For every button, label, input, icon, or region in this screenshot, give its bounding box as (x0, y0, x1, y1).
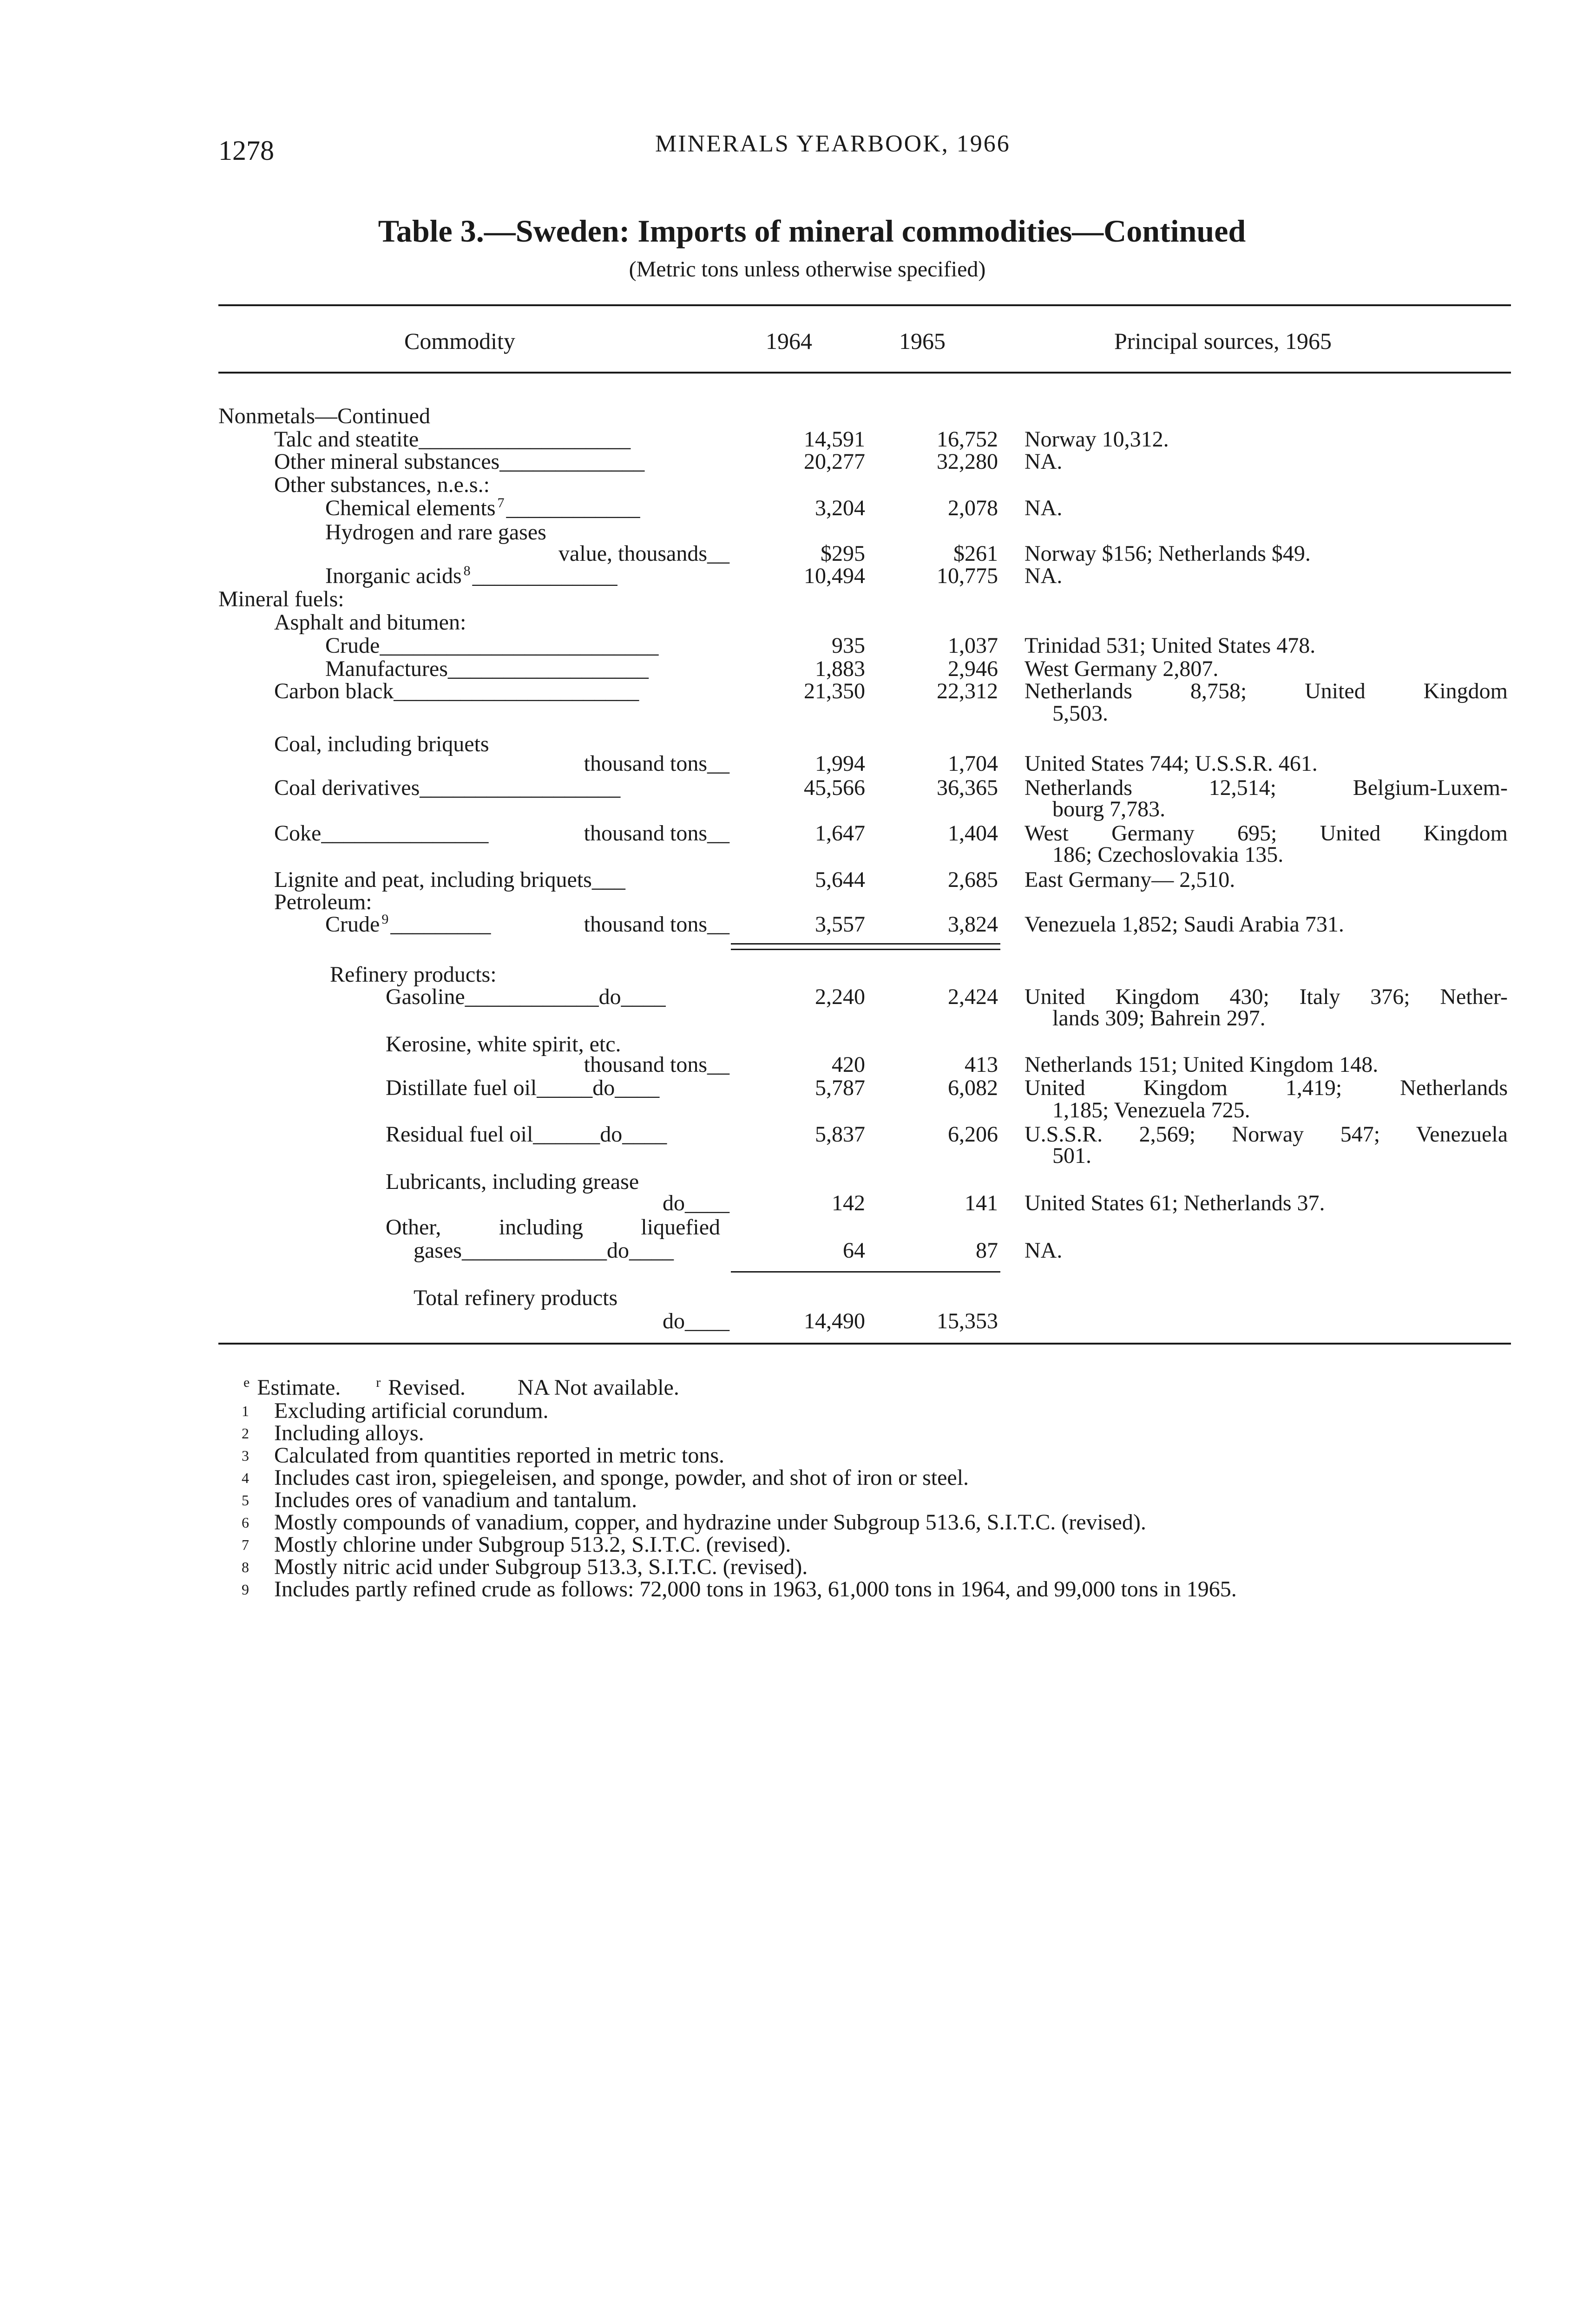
page-number: 1278 (218, 135, 274, 166)
table-row: Talc and steatite___________________ 14,591 16,752 Norway 10,312. (274, 427, 1169, 452)
table-row: Kerosine, white spirit, etc. (386, 1032, 621, 1057)
subtotal-rule (731, 1271, 1000, 1273)
table-row: Coke_______________ thousand tons__ 1,647 1,404 West Germany 695; United Kingdom (274, 821, 1508, 846)
table-row: Other substances, n.e.s.: (274, 472, 490, 497)
table-row: Residual fuel oil______do____ 5,837 6,206 U.S.S.R. 2,569; Norway 547; Venezuela (386, 1122, 1508, 1147)
table-row: Crude $^9$_________ thousand tons__ 3,557 3,824 Venezuela 1,852; Saudi Arabia 731. (325, 912, 1344, 937)
table-row: Nonmetals—Continued (218, 404, 430, 428)
footnote: 5 Includes ores of vanadium and tantalum. (242, 1488, 637, 1512)
table-row-cont: 501. (1052, 1143, 1091, 1168)
footnote-r: $^r$ Revised. (376, 1375, 466, 1400)
table-row: Manufactures__________________ 1,883 2,946 West Germany 2,807. (325, 656, 1219, 681)
table-row: Chemical elements $^7$____________ 3,204 2,078 NA. (325, 495, 1063, 520)
header-sources: Principal sources, 1965 (1114, 328, 1332, 354)
double-rule-top (731, 943, 1000, 945)
table-row: Gasoline____________do____ 2,240 2,424 United Kingdom 430; Italy 376; Nether- (386, 984, 1508, 1009)
table-row-cont: bourg 7,783. (1052, 797, 1166, 821)
footnote: 9 Includes partly refined crude as follows: 72,000 tons in 1963, 61,000 tons in 1964, and 99,000 tons in 1965. (242, 1577, 1237, 1601)
table-row: Refinery products: (330, 962, 497, 987)
table-row: value, thousands__ $295 $261 Norway $156; Netherlands $49. (558, 541, 1311, 566)
footnote: 7 Mostly chlorine under Subgroup 513.2, S.I.T.C. (revised). (242, 1532, 791, 1557)
table-row: thousand tons__ 1,994 1,704 United States 744; U.S.S.R. 461. (584, 751, 1318, 776)
table-bottom-rule (218, 1343, 1511, 1345)
table-row: Asphalt and bitumen: (274, 610, 466, 635)
double-rule-bottom (731, 949, 1000, 950)
table-row-cont: 186; Czechoslovakia 135. (1052, 842, 1284, 867)
table-row-cont: 5,503. (1052, 701, 1108, 726)
table-row: do____ 142 141 United States 61; Netherlands 37. (663, 1191, 1325, 1215)
table-title-number: Table 3. (378, 213, 484, 249)
footnote: 8 Mostly nitric acid under Subgroup 513.3, S.I.T.C. (revised). (242, 1555, 808, 1579)
header-1965: 1965 (899, 328, 946, 354)
table-row-cont: 1,185; Venezuela 725. (1052, 1098, 1250, 1122)
footnote-na: NA Not available. (517, 1375, 679, 1400)
footnote-e: $^e$ Estimate. (243, 1375, 341, 1400)
table-row: gases_____________do____ 64 87 NA. (414, 1238, 1063, 1263)
table-row: Total refinery products (414, 1286, 618, 1310)
footnote: 4 Includes cast iron, spiegeleisen, and sponge, powder, and shot of iron or steel. (242, 1465, 969, 1490)
table-top-rule (218, 304, 1511, 306)
header-1964: 1964 (766, 328, 812, 354)
table-row: do____ 14,490 15,353 (663, 1309, 998, 1333)
footnote: 2 Including alloys. (242, 1421, 424, 1445)
table-row: Other, including liquefied (386, 1215, 720, 1240)
table-row: Inorganic acids $^8$_____________ 10,494 10,775 NA. (325, 563, 1063, 588)
running-head: MINERALS YEARBOOK, 1966 (655, 131, 1011, 157)
header-commodity: Commodity (404, 328, 515, 354)
table-row: thousand tons__ 420 413 Netherlands 151; United Kingdom 148. (584, 1052, 1379, 1077)
table-row-cont: lands 309; Bahrein 297. (1052, 1006, 1266, 1030)
table-row: Other mineral substances_____________ 20,277 32,280 NA. (274, 449, 1063, 474)
table-row: Crude_________________________ 935 1,037 Trinidad 531; United States 478. (325, 633, 1316, 658)
footnote-legend (242, 1376, 679, 1399)
table-row: Hydrogen and rare gases (325, 520, 546, 545)
table-row: Carbon black______________________ 21,350 22,312 Netherlands 8,758; United Kingdom (274, 679, 1508, 703)
table-row: Distillate fuel oil_____do____ 5,787 6,082 United Kingdom 1,419; Netherlands (386, 1076, 1508, 1100)
table-subtitle: (Metric tons unless otherwise specified) (629, 257, 986, 282)
table-row: Coal derivatives__________________ 45,566 36,365 Netherlands 12,514; Belgium-Luxem- (274, 775, 1508, 800)
table-title-text: —Sweden: Imports of mineral commodities—Continued (484, 213, 1246, 249)
header-bottom-rule (218, 372, 1511, 374)
table-title (0, 213, 1596, 249)
footnote: 3 Calculated from quantities reported in metric tons. (242, 1443, 725, 1468)
table-row: Lubricants, including grease (386, 1169, 639, 1194)
table-row: Lignite and peat, including briquets___ 5,644 2,685 East Germany— 2,510. (274, 867, 1235, 892)
footnote: 1 Excluding artificial corundum. (242, 1398, 549, 1423)
table-row: Petroleum: (274, 890, 372, 914)
table-row: Mineral fuels: (218, 587, 344, 611)
table-row: Coal, including briquets (274, 732, 489, 756)
footnote: 6 Mostly compounds of vanadium, copper, and hydrazine under Subgroup 513.6, S.I.T.C. (revised). (242, 1510, 1146, 1535)
